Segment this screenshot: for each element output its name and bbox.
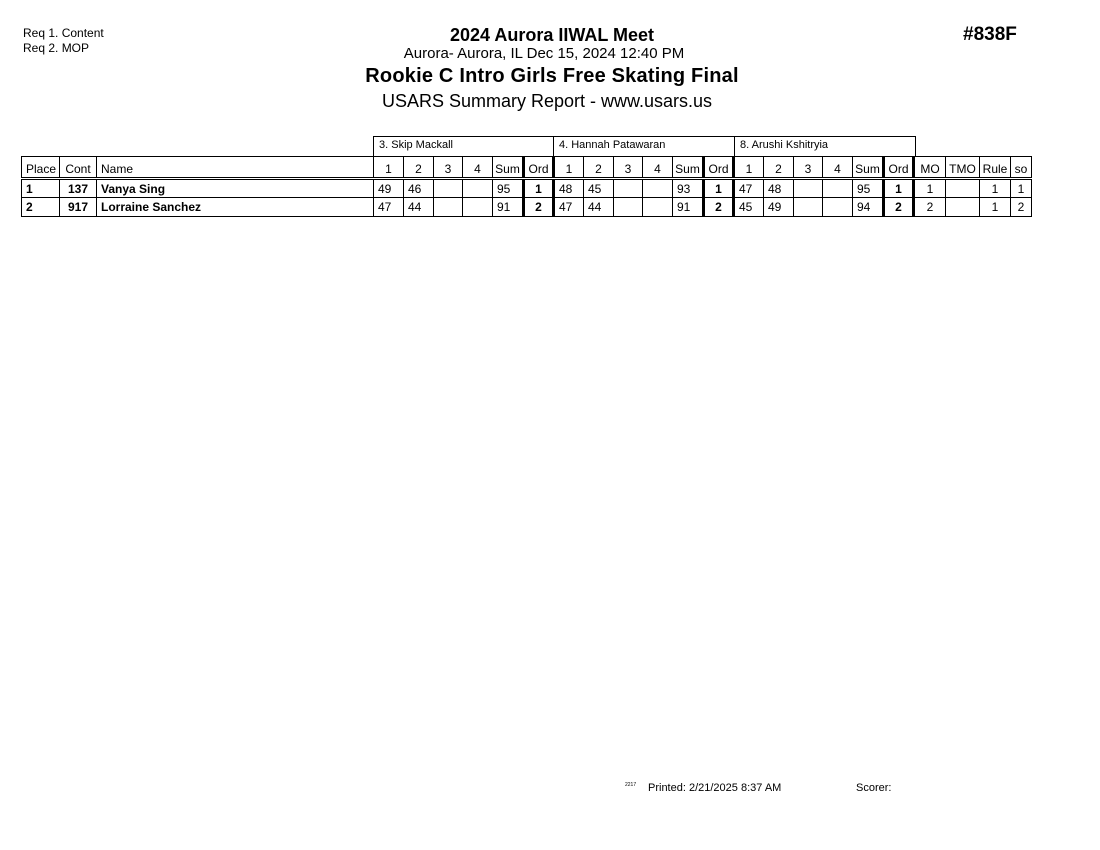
col-j3-score3: 3: [794, 157, 823, 179]
score-cell: 44: [584, 198, 614, 217]
col-j1-ord: Ord: [524, 157, 554, 179]
col-j3-sum: Sum: [853, 157, 884, 179]
footer-tiny-code: 2217: [625, 782, 637, 788]
score-cell: 45: [584, 179, 614, 198]
col-j3-score2: 2: [764, 157, 794, 179]
ord-cell: 2: [704, 198, 734, 217]
table-row: [22, 179, 1032, 198]
sum-cell: 91: [673, 198, 704, 217]
ord-cell: 2: [524, 198, 554, 217]
col-mo: MO: [914, 157, 946, 179]
col-cont: Cont: [60, 157, 97, 179]
score-cell: [643, 198, 673, 217]
meet-title: 2024 Aurora IIWAL Meet: [449, 25, 655, 45]
col-j3-score4: 4: [823, 157, 853, 179]
score-cell: 47: [734, 179, 764, 198]
ord-cell: 1: [884, 179, 914, 198]
col-j3-score1: 1: [734, 157, 764, 179]
ord-cell: 2: [884, 198, 914, 217]
ord-cell: 1: [524, 179, 554, 198]
score-cell: 47: [554, 198, 584, 217]
score-cell: 48: [554, 179, 584, 198]
judge-header-1: 3. Skip Mackall: [373, 136, 554, 156]
score-cell: [614, 179, 643, 198]
column-header-row: [22, 157, 1032, 179]
cont-cell: 137: [60, 179, 97, 198]
score-cell: [434, 179, 463, 198]
score-cell: [614, 198, 643, 217]
col-rule: Rule: [980, 157, 1011, 179]
score-cell: 45: [734, 198, 764, 217]
col-j1-score3: 3: [434, 157, 463, 179]
place-cell: 2: [22, 198, 60, 217]
event-code: #838F: [963, 24, 1017, 45]
report-title: USARS Summary Report - www.usars.us: [381, 91, 713, 111]
col-j3-ord: Ord: [884, 157, 914, 179]
tmo-cell: [946, 179, 980, 198]
ord-cell: 1: [704, 179, 734, 198]
printed-timestamp: Printed: 2/21/2025 8:37 AM: [648, 782, 782, 794]
rule-cell: 1: [980, 198, 1011, 217]
cont-cell: 917: [60, 198, 97, 217]
col-j2-score1: 1: [554, 157, 584, 179]
results-table: [21, 156, 1032, 217]
col-tmo: TMO: [946, 157, 980, 179]
table-row: [22, 198, 1032, 217]
name-cell: Lorraine Sanchez: [97, 198, 374, 217]
sum-cell: 93: [673, 179, 704, 198]
score-cell: 47: [374, 198, 404, 217]
col-j2-score2: 2: [584, 157, 614, 179]
mo-cell: 2: [914, 198, 946, 217]
score-cell: 46: [404, 179, 434, 198]
col-j2-score4: 4: [643, 157, 673, 179]
col-j2-sum: Sum: [673, 157, 704, 179]
score-cell: [643, 179, 673, 198]
sum-cell: 91: [493, 198, 524, 217]
score-cell: 44: [404, 198, 434, 217]
col-j2-ord: Ord: [704, 157, 734, 179]
score-cell: 49: [764, 198, 794, 217]
rule-cell: 1: [980, 179, 1011, 198]
col-j2-score3: 3: [614, 157, 643, 179]
location-line: Aurora- Aurora, IL Dec 15, 2024 12:40 PM: [403, 45, 685, 62]
mo-cell: 1: [914, 179, 946, 198]
tmo-cell: [946, 198, 980, 217]
requirement-2: Req 2. MOP: [23, 41, 90, 55]
scorer-label: Scorer:: [856, 782, 892, 794]
col-so: so: [1011, 157, 1032, 179]
col-j1-score2: 2: [404, 157, 434, 179]
sum-cell: 95: [853, 179, 884, 198]
event-title: Rookie C Intro Girls Free Skating Final: [365, 65, 739, 87]
score-cell: 48: [764, 179, 794, 198]
score-cell: [823, 179, 853, 198]
so-cell: 2: [1011, 198, 1032, 217]
place-cell: 1: [22, 179, 60, 198]
score-cell: [463, 179, 493, 198]
judge-header-3: 8. Arushi Kshitryia: [734, 136, 916, 156]
col-j1-sum: Sum: [493, 157, 524, 179]
col-place: Place: [22, 157, 60, 179]
score-cell: [794, 179, 823, 198]
name-cell: Vanya Sing: [97, 179, 374, 198]
score-cell: [794, 198, 823, 217]
col-j1-score4: 4: [463, 157, 493, 179]
requirement-1: Req 1. Content: [23, 26, 104, 40]
score-cell: 49: [374, 179, 404, 198]
col-name: Name: [97, 157, 374, 179]
so-cell: 1: [1011, 179, 1032, 198]
score-cell: [434, 198, 463, 217]
sum-cell: 94: [853, 198, 884, 217]
score-cell: [463, 198, 493, 217]
sum-cell: 95: [493, 179, 524, 198]
col-j1-score1: 1: [374, 157, 404, 179]
judge-header-2: 4. Hannah Patawaran: [553, 136, 735, 156]
score-cell: [823, 198, 853, 217]
